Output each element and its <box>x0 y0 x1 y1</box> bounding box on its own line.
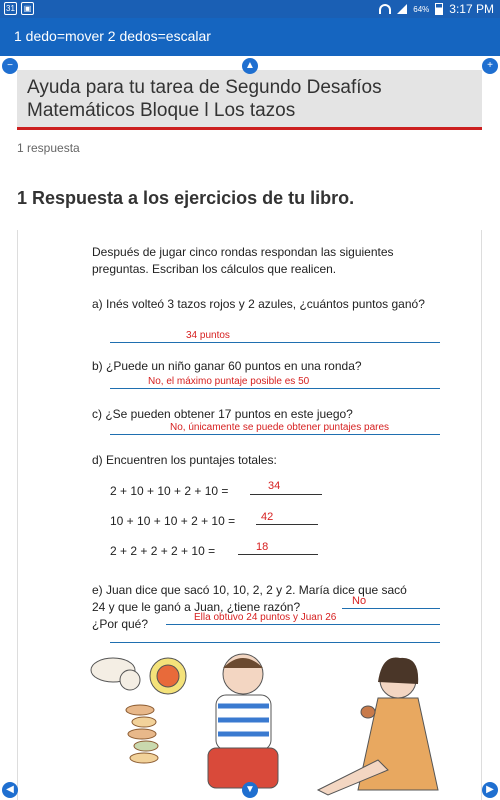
question-c: c) ¿Se pueden obtener 17 puntos en este juego? <box>92 407 353 421</box>
question-a: a) Inés volteó 3 tazos rojos y 2 azules, ¿cuántos puntos ganó? <box>92 297 425 311</box>
answer-e2: Ella obtuvo 24 puntos y Juan 26 <box>194 612 337 623</box>
response-title: 1 Respuesta a los ejercicios de tu libro. <box>17 188 355 208</box>
answer-b: No, el máximo puntaje posible es 50 <box>148 376 310 387</box>
boy-figure-icon <box>208 654 278 788</box>
sum-line <box>238 554 318 555</box>
answer-line <box>110 342 440 343</box>
zoom-in-icon[interactable]: + <box>482 58 498 74</box>
scroll-up-icon[interactable]: ▲ <box>242 58 258 74</box>
page-title: Ayuda para tu tarea de Segundo Desafíos Matemáticos Bloque l Los tazos <box>27 77 382 121</box>
scroll-left-icon[interactable]: ◀ <box>2 782 18 798</box>
clock: 3:17 PM <box>449 2 494 16</box>
page-content[interactable] <box>0 56 500 800</box>
sum-expression: 2 + 10 + 10 + 2 + 10 = <box>110 484 229 498</box>
app-title: 1 dedo=mover 2 dedos=escalar <box>14 28 211 44</box>
answer-line <box>110 388 440 389</box>
children-illustration <box>18 650 483 800</box>
sum-line <box>250 494 322 495</box>
status-bar <box>0 0 500 18</box>
battery-percent: 64% <box>413 4 430 14</box>
question-e-line1: e) Juan dice que sacó 10, 10, 2, 2 y 2. María dice que sacó <box>92 583 407 597</box>
scroll-down-icon[interactable]: ▼ <box>242 782 258 798</box>
answers-count: 1 respuesta <box>17 141 80 155</box>
signal-icon <box>397 4 407 14</box>
sum-answer: 18 <box>256 541 269 553</box>
girl-figure-icon <box>318 658 438 796</box>
battery-icon <box>435 3 443 15</box>
answer-line <box>342 608 440 609</box>
wifi-icon <box>379 4 391 14</box>
question-d: d) Encuentren los puntajes totales: <box>92 453 277 467</box>
answer-a: 34 puntos <box>186 330 230 341</box>
answer-line <box>166 624 440 625</box>
tazos-stack-icon <box>126 705 158 763</box>
teddy-bear-icon <box>91 658 186 694</box>
sum-expression: 10 + 10 + 10 + 2 + 10 = <box>110 514 236 528</box>
answer-line <box>110 434 440 435</box>
question-b: b) ¿Puede un niño ganar 60 puntos en una ronda? <box>92 359 362 373</box>
zoom-out-icon[interactable]: − <box>2 58 18 74</box>
sum-expression: 2 + 2 + 2 + 2 + 10 = <box>110 544 216 558</box>
app-bar <box>0 18 500 56</box>
answer-line <box>110 642 440 643</box>
scroll-right-icon[interactable]: ▶ <box>482 782 498 798</box>
question-e-line3: ¿Por qué? <box>92 617 149 631</box>
page-header <box>17 70 482 130</box>
answer-e1: No <box>352 595 367 607</box>
image-notification-icon: ▣ <box>21 2 34 15</box>
sum-line <box>256 524 318 525</box>
sum-answer: 34 <box>268 480 281 492</box>
worksheet-image <box>17 230 482 800</box>
answer-c: No, únicamente se puede obtener puntajes pares <box>170 422 390 433</box>
worksheet-intro: Después de jugar cinco rondas respondan las siguientes preguntas. Escriban los cálculos que realicen. <box>92 245 394 276</box>
question-e-line2: 24 y que le ganó a Juan, ¿tiene razón? <box>92 600 301 614</box>
calendar-notification-icon: 31 <box>4 2 17 15</box>
sum-answer: 42 <box>261 511 274 523</box>
